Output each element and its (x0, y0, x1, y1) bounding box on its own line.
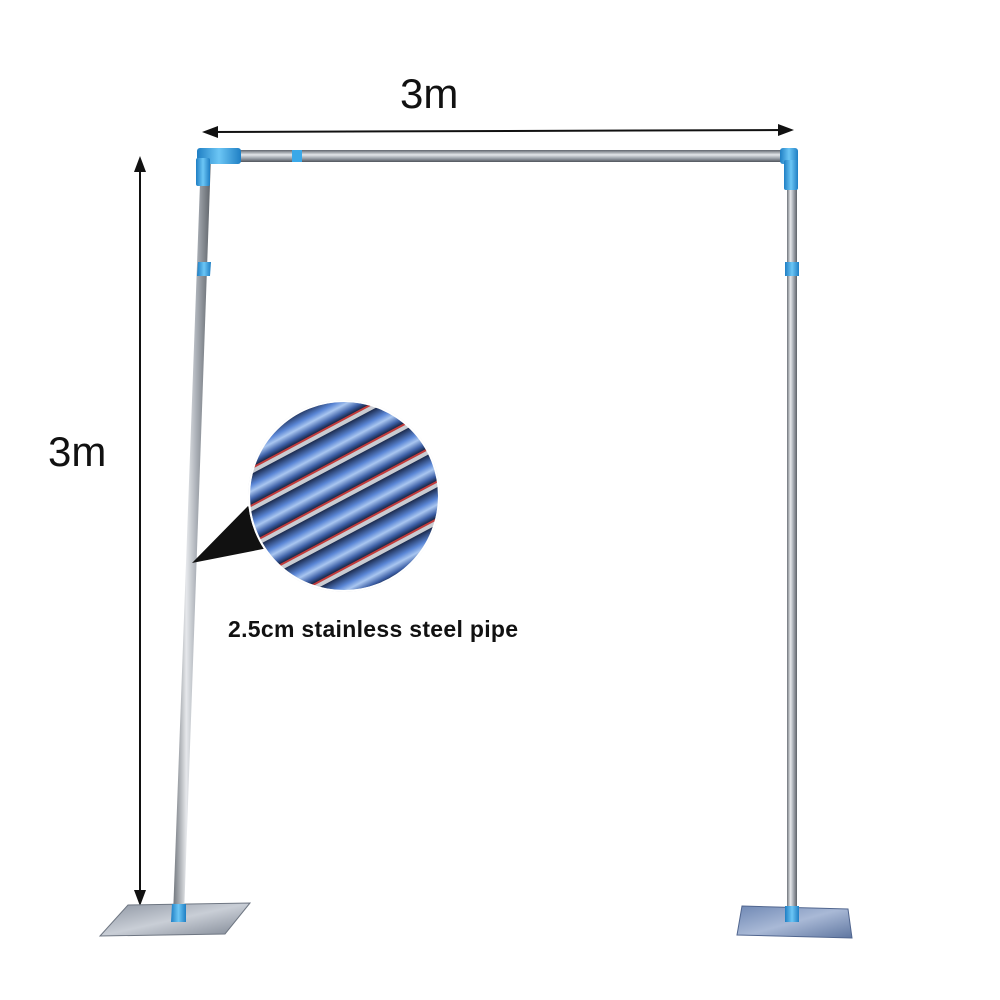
height-dimension-label: 3m (48, 428, 107, 475)
pipe-detail-magnifier (172, 338, 527, 649)
height-dimension-arrow (134, 156, 146, 906)
width-dimension-arrow (202, 124, 794, 138)
top-crossbar-pipe (196, 148, 798, 190)
right-upright-pipe (785, 158, 799, 922)
width-dimension-label: 3m (400, 70, 459, 117)
left-upright-pipe (171, 156, 211, 922)
pipe-spec-label: 2.5cm stainless steel pipe (228, 616, 519, 642)
